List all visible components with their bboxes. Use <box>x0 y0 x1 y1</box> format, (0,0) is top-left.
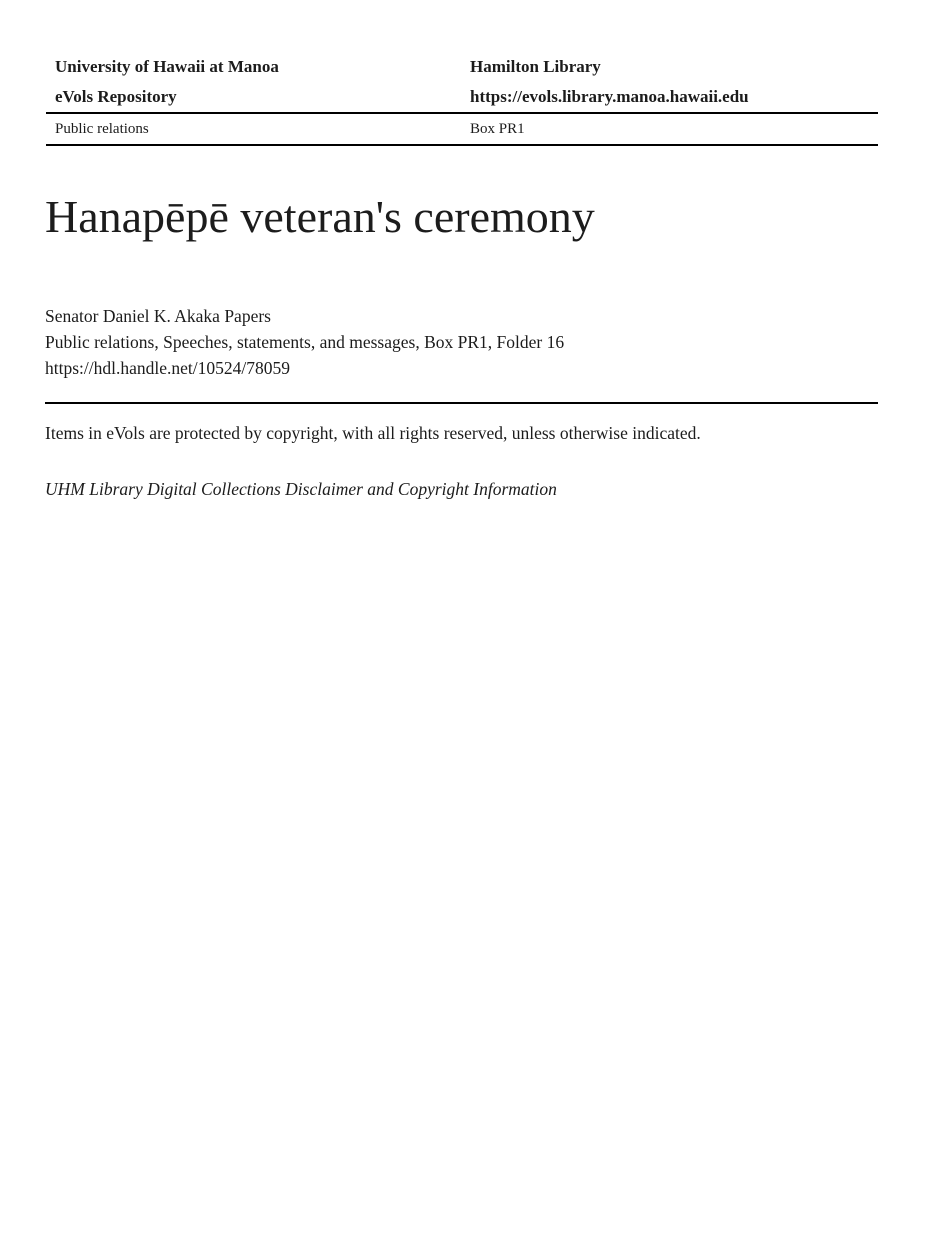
document-title: Hanapēpē veteran's ceremony <box>45 191 595 242</box>
item-metadata <box>45 303 878 381</box>
header-main-row <box>46 52 878 112</box>
header-sub-row <box>46 114 878 144</box>
series-label: Public relations <box>55 121 149 137</box>
library-name: Hamilton Library <box>470 57 601 76</box>
footer-divider <box>45 402 878 404</box>
header-divider-bottom <box>46 144 878 146</box>
collection-title: Senator Daniel K. Akaka Papers <box>45 305 271 326</box>
rights-statement: Items in eVols are protected by copyright, with all rights reserved, unless otherwise indicated. <box>45 422 701 443</box>
disclaimer-link[interactable]: UHM Library Digital Collections Disclaimer and Copyright Information <box>45 478 557 499</box>
series-info: Public relations, Speeches, statements, and messages, Box PR1, Folder 16 <box>45 331 565 352</box>
box-label: Box PR1 <box>470 121 525 137</box>
document-page <box>0 52 927 1252</box>
repository-name: eVols Repository <box>55 87 177 106</box>
institution-name: University of Hawaii at Manoa <box>55 57 279 76</box>
repository-url[interactable]: https://evols.library.manoa.hawaii.edu <box>470 87 749 106</box>
handle-url[interactable]: https://hdl.handle.net/10524/78059 <box>45 357 290 378</box>
repository-header <box>46 52 878 146</box>
